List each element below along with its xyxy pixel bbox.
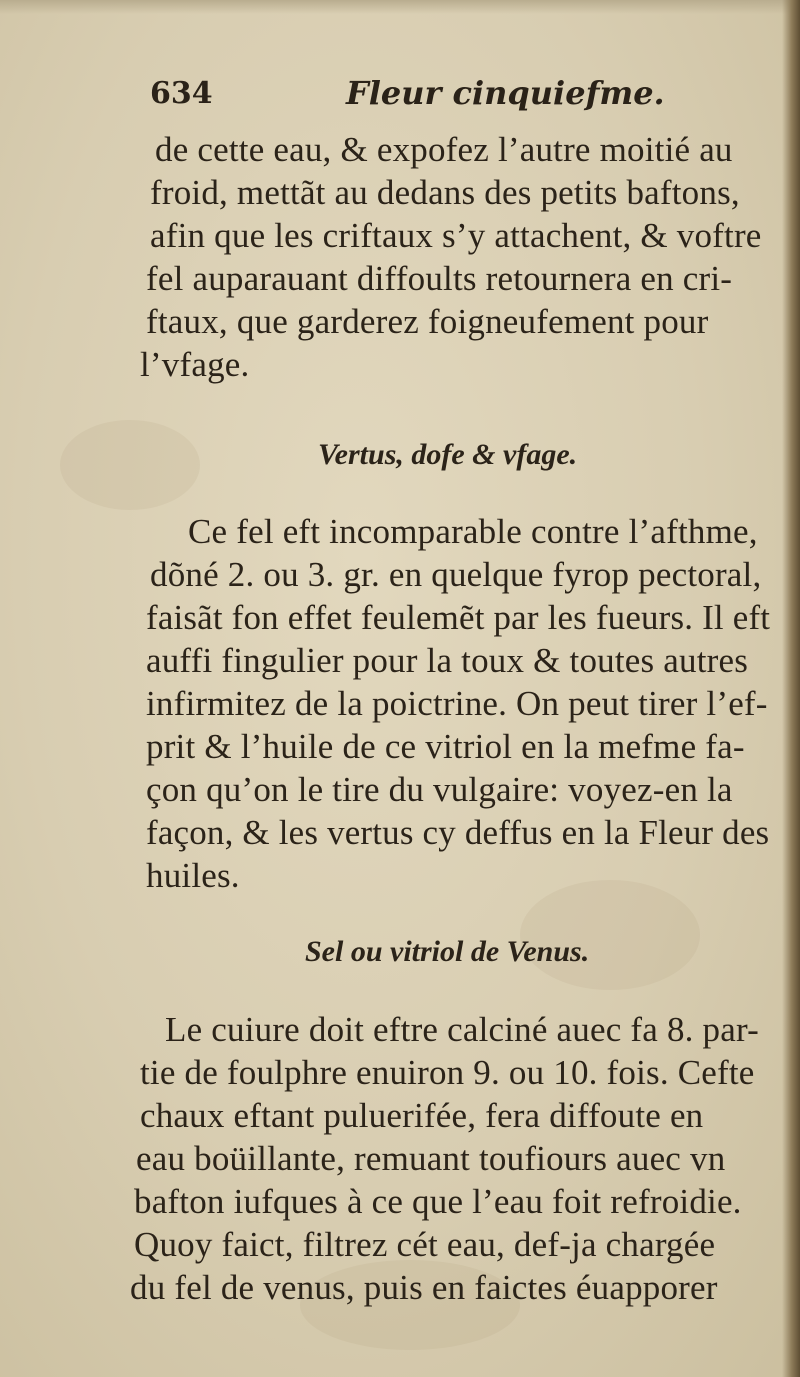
text-line: façon, & les vertus cy deffus en la Fleur des bbox=[146, 813, 770, 852]
page-top-edge bbox=[0, 0, 800, 14]
running-header bbox=[150, 74, 710, 130]
text-line: Ce fel eft incomparable contre l’afthme, bbox=[188, 512, 758, 551]
text-line: auffi fingulier pour la toux & toutes autres bbox=[146, 641, 749, 680]
text-line: prit & l’huile de ce vitriol en la mefme fa- bbox=[146, 727, 745, 766]
text-line: infirmitez de la poictrine. On peut tirer l’ef- bbox=[146, 684, 768, 723]
text-line: tie de foulphre enuiron 9. ou 10. fois. Cefte bbox=[140, 1053, 755, 1092]
text-line: ftaux, que garderez foigneufement pour bbox=[146, 302, 709, 341]
text-line: froid, mettãt au dedans des petits baftons, bbox=[150, 173, 740, 212]
text-line: huiles. bbox=[146, 856, 240, 895]
text-line: chaux eftant puluerifée, fera diffoute en bbox=[140, 1096, 704, 1135]
text-line: l’vfage. bbox=[140, 345, 250, 384]
running-title: Fleur cinquiefme. bbox=[346, 74, 665, 112]
text-line: du fel de venus, puis en faictes éuapporer bbox=[130, 1268, 718, 1307]
paper-stain bbox=[60, 420, 200, 510]
text-line: fel auparauant diffoults retournera en cri- bbox=[146, 259, 733, 298]
text-line: Le cuiure doit eftre calciné auec fa 8. par- bbox=[165, 1010, 759, 1049]
text-line: Quoy faict, filtrez cét eau, def-ja chargée bbox=[134, 1225, 716, 1264]
text-line: dõné 2. ou 3. gr. en quelque fyrop pectoral, bbox=[150, 555, 762, 594]
text-line: faisãt fon effet feulemẽt par les fueurs. Il eft bbox=[146, 598, 771, 637]
text-line: afin que les criftaux s’y attachent, & voftre bbox=[150, 216, 762, 255]
section-heading: Vertus, dofe & vfage. bbox=[318, 438, 578, 471]
text-line: eau boüillante, remuant toufiours auec vn bbox=[136, 1139, 726, 1178]
text-line: de cette eau, & expofez l’autre moitié au bbox=[155, 130, 733, 169]
section-heading: Sel ou vitriol de Venus. bbox=[305, 935, 590, 968]
text-line: bafton iufques à ce que l’eau foit refroidie. bbox=[134, 1182, 742, 1221]
book-spine-shadow bbox=[782, 0, 800, 1377]
text-line: çon qu’on le tire du vulgaire: voyez-en la bbox=[146, 770, 733, 809]
page-number: 634 bbox=[150, 76, 213, 111]
